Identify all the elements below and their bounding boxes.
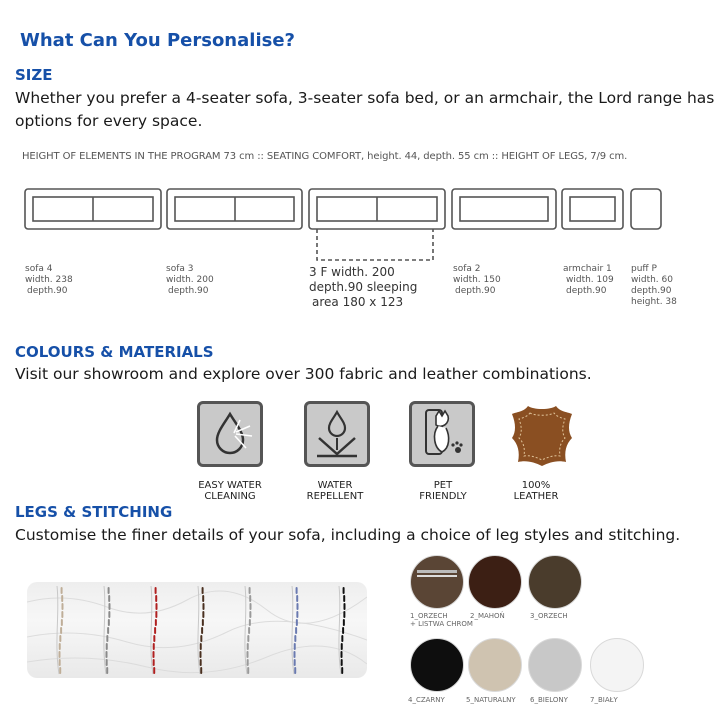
feature-label-pet-friendly: PET FRIENDLY [419,480,467,502]
feature-label-water-repellent: WATER REPELLENT [306,480,364,502]
swatch-mahon[interactable] [468,555,522,609]
caption-sofa-4: sofa 4 width. 238 depth.90 [25,264,73,296]
swatch-bielony[interactable] [528,638,582,692]
leather-hide-icon [508,402,576,468]
swatch-label-6: 6_BIELONY [530,696,568,704]
legs-heading: LEGS & STITCHING [15,503,173,521]
stitching-sample [27,582,367,678]
caption-puff: puff P width. 60 depth.90 height. 38 [631,264,677,307]
swatch-label-7: 7_BIAŁY [590,696,618,704]
swatch-orzech-chrom[interactable] [410,555,464,609]
size-heading: SIZE [15,66,53,84]
swatch-label-3: 3_ORZECH [530,612,568,620]
swatch-orzech[interactable] [528,555,582,609]
pet-friendly-icon [409,401,475,467]
page-title: What Can You Personalise? [20,30,295,51]
sofa-4-drawing [25,189,161,229]
colours-description: Visit our showroom and explore over 300 fabric and leather combinations. [15,365,592,383]
sofa-bed-drawing [309,189,445,260]
legs-description: Customise the finer details of your sofa, including a choice of leg styles and stitching. [15,526,681,544]
swatch-naturalny[interactable] [468,638,522,692]
swatch-czarny[interactable] [410,638,464,692]
swatch-label-2: 2_MAHOŃ [470,612,505,620]
size-description: Whether you prefer a 4-seater sofa, 3-seater sofa bed, or an armchair, the Lord range has options for every space. [15,89,715,130]
swatch-label-1: 1_ORZECH + LISTWA CHROM [410,612,473,628]
caption-sofa-bed: 3 F width. 200 depth.90 sleeping area 180 x 123 [309,265,418,309]
water-repellent-icon [304,401,370,467]
sofa-3-drawing [167,189,302,229]
swatch-label-4: 4_CZARNY [408,696,445,704]
feature-label-leather: 100% LEATHER [513,480,559,502]
caption-sofa-3: sofa 3 width. 200 depth.90 [166,264,214,296]
swatch-label-5: 5_NATURALNY [466,696,516,704]
feature-label-easy-cleaning: EASY WATER CLEANING [198,480,262,502]
puff-drawing [631,189,661,229]
sofa-2-drawing [452,189,556,229]
caption-sofa-2: sofa 2 width. 150 depth.90 [453,264,501,296]
sofa-diagram [0,180,720,265]
swatch-bialy[interactable] [590,638,644,692]
caption-armchair: armchair 1 width. 109 depth.90 [563,264,614,296]
armchair-drawing [562,189,623,229]
colours-heading: COLOURS & MATERIALS [15,343,214,361]
drop-cleaning-icon [197,401,263,467]
spec-line: HEIGHT OF ELEMENTS IN THE PROGRAM 73 cm :: SEATING COMFORT, height. 44, depth. 55 cm :: HEIGHT OF LEGS, 7/9 cm. [22,151,628,162]
